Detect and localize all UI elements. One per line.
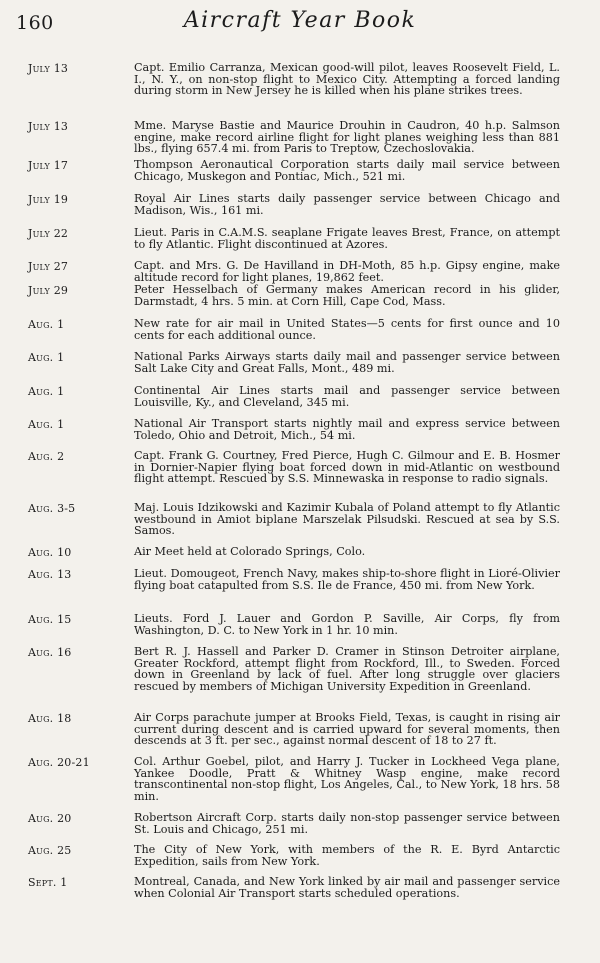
entry-date: Aug. 1 — [28, 385, 65, 398]
entry-date: Aug. 20-21 — [28, 756, 90, 769]
entry-text: Col. Arthur Goebel, pilot, and Harry J. Tucker in Lockheed Vega plane, Yankee Doodle, Pratt & Whitney Wasp engine, make record transcontinental non-stop flight, Los Angeles, Cal., to New York, 18 hrs. 58 min. — [134, 755, 560, 803]
entry-date: July 19 — [28, 193, 69, 206]
entry-text: Thompson Aeronautical Corporation starts daily mail service between Chicago, Muskegon and Pontiac, Mich., 521 mi. — [134, 158, 560, 183]
entry-text: Air Meet held at Colorado Springs, Colo. — [134, 545, 366, 558]
entry-date: July 29 — [28, 284, 69, 297]
entry-text: Robertson Aircraft Corp. starts daily non-stop passenger service between St. Louis and Chicago, 251 mi. — [134, 811, 560, 836]
entry-text: The City of New York, with members of the R. E. Byrd Antarctic Expedition, sails from New York. — [134, 843, 560, 868]
entry-text: National Air Transport starts nightly mail and express service between Toledo, Ohio and Detroit, Mich., 54 mi. — [134, 417, 560, 442]
entry-date: Aug. 20 — [28, 812, 72, 825]
entry-text: Capt. Frank G. Courtney, Fred Pierce, Hugh C. Gilmour and E. B. Hosmer in Dornier-Napier flying boat forced down in mid-Atlantic on westbound flight attempt. Rescued by S.S. Minnewaska in response to radio signals. — [134, 449, 560, 485]
entry-date: July 13 — [28, 62, 69, 75]
entry-date: Aug. 1 — [28, 418, 65, 431]
entry-date: Aug. 13 — [28, 568, 72, 581]
entry-date: Aug. 15 — [28, 613, 72, 626]
entry-text: Maj. Louis Idzikowski and Kazimir Kubala of Poland attempt to fly Atlantic westbound in Amiot biplane Marszelak Pilsudski. Rescued at sea by S.S. Samos. — [134, 501, 560, 537]
entry-date: July 27 — [28, 260, 69, 273]
entry-text: Lieut. Paris in C.A.M.S. seaplane Frigate leaves Brest, France, on attempt to fly Atlantic. Flight discontinued at Azores. — [134, 226, 560, 251]
entry-date: July 13 — [28, 120, 69, 133]
entry-date: Aug. 1 — [28, 351, 65, 364]
entry-text: Continental Air Lines starts mail and passenger service between Louisville, Ky., and Cleveland, 345 mi. — [134, 384, 560, 409]
entry-date: Aug. 18 — [28, 712, 72, 725]
entry-text: Montreal, Canada, and New York linked by air mail and passenger service when Colonial Air Transport starts scheduled operations. — [134, 875, 560, 900]
entry-date: July 22 — [28, 227, 69, 240]
entry-date: Aug. 2 — [28, 450, 65, 463]
entry-text: National Parks Airways starts daily mail and passenger service between Salt Lake City and Great Falls, Mont., 489 mi. — [134, 350, 560, 375]
entry-date: July 17 — [28, 159, 69, 172]
entry-text: Air Corps parachute jumper at Brooks Field, Texas, is caught in rising air current during descent and is carried upward for several moments, then descends at 3 ft. per sec., against normal descent of 18 to 27 ft. — [134, 711, 560, 747]
entry-date: Aug. 16 — [28, 646, 72, 659]
entry-date: Aug. 3-5 — [28, 502, 76, 515]
entry-text: Lieuts. Ford J. Lauer and Gordon P. Saville, Air Corps, fly from Washington, D. C. to New York in 1 hr. 10 min. — [134, 612, 560, 637]
entry-text: Bert R. J. Hassell and Parker D. Cramer in Stinson Detroiter airplane, Greater Rockford, attempt flight from Rockford, Ill., to Sweden. Forced down in Greenland by lack of fuel. After long struggle over glaciers rescued by members of Michigan University Expedition in Greenland. — [134, 645, 560, 693]
entry-text: Mme. Maryse Bastie and Maurice Drouhin in Caudron, 40 h.p. Salmson engine, make record airline flight for light planes weighing less than 881 lbs., flying 657.4 mi. from Paris to Treptow, Czechoslovakia. — [134, 119, 560, 155]
entry-text: Capt. Emilio Carranza, Mexican good-will pilot, leaves Roosevelt Field, L. I., N. Y., on non-stop flight to Mexico City. Attempting a forced landing during storm in New Jersey he is killed when his plane strikes trees. — [134, 61, 560, 97]
entry-text: Peter Hesselbach of Germany makes American record in his glider, Darmstadt, 4 hrs. 5 min. at Corn Hill, Cape Cod, Mass. — [134, 283, 560, 308]
entry-text: Royal Air Lines starts daily passenger service between Chicago and Madison, Wis., 161 mi. — [134, 192, 560, 217]
entry-text: New rate for air mail in United States—5 cents for first ounce and 10 cents for each additional ounce. — [134, 317, 560, 342]
entry-date: Aug. 10 — [28, 546, 72, 559]
entry-date: Aug. 1 — [28, 318, 65, 331]
entry-text: Capt. and Mrs. G. De Havilland in DH-Moth, 85 h.p. Gipsy engine, make altitude record for light planes, 19,862 feet. — [134, 259, 560, 284]
entry-date: Aug. 25 — [28, 844, 72, 857]
entry-text: Lieut. Domougeot, French Navy, makes ship-to-shore flight in Lioré-Olivier flying boat catapulted from S.S. Ile de France, 450 mi. from New York. — [134, 567, 560, 592]
entry-date: Sept. 1 — [28, 876, 68, 889]
page-number: 160 — [16, 12, 54, 34]
running-head-title: Aircraft Year Book — [183, 8, 417, 33]
